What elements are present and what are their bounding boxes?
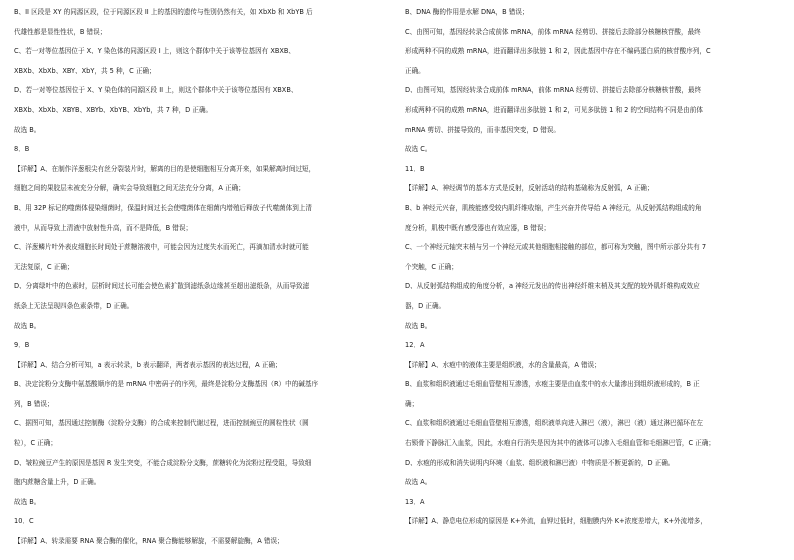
text-line: C、血浆和组织液通过毛细血管壁相互渗透，组织液单向进入淋巴（液），淋巴（液）通过淋巴循环在左: [405, 419, 704, 428]
text-line: B、血浆和组织液通过毛细血管壁相互渗透，水疱主要是由血浆中的水大量渗出到组织液形成的，B 正: [405, 380, 700, 389]
text-line: 【详解】A、在制作洋葱根尖有丝分裂装片时，解离的目的是使细胞相互分离开来，如果解离时间过短，: [14, 164, 316, 173]
text-line: 粒），C 正确；: [14, 439, 57, 448]
text-line: 确；: [405, 399, 419, 408]
text-line: 胞内蔗糖含量上升，D 正确。: [14, 478, 101, 487]
text-line: 【详解】A、结合分析可知，a 表示转录，b 表示翻译，两者表示基因的表达过程，A 正确；: [14, 360, 282, 369]
text-line: 故选 A。: [405, 478, 432, 487]
text-line: XBXb、XbXb、XBY、XbY，共 5 种，C 正确；: [14, 66, 156, 75]
text-line: 8．B: [14, 145, 30, 154]
text-line: C、据图可知，基因通过控制酶（淀粉分支酶）的合成来控制代谢过程，进而控制豌豆的圆粒性状（圆: [14, 419, 309, 428]
text-line: 无法复原，C 正确；: [14, 262, 74, 271]
text-line: 故选 B。: [405, 321, 432, 330]
text-line: 正确。: [405, 66, 425, 75]
text-line: 度分析，肌梭中既有感受器也有效应器，B 错误；: [405, 223, 551, 232]
text-line: B、II 区段是 XY 的同源区段，位于同源区段 II 上的基因的遗传与性别仍然有关，如 XbXb 和 XbYB 后: [14, 8, 313, 16]
left-text-column: [14, 3, 384, 552]
text-line: 个突触，C 正确；: [405, 262, 458, 271]
text-line: 12．A: [405, 341, 425, 350]
text-line: 【详解】A、静息电位形成的原因是 K+外流，血钾过低时，细胞膜内外 K+浓度差增大，K+外流增多，: [405, 517, 707, 526]
text-line: 【详解】A、转录需要 RNA 聚合酶的催化，RNA 聚合酶能够解旋，不需要解旋酶，A 错误；: [14, 537, 284, 546]
text-line: 10．C: [14, 517, 34, 526]
text-line: 【详解】A、水疱中的液体主要是组织液，水的含量最高，A 错误；: [405, 360, 601, 369]
text-line: D、从反射弧结构组成的角度分析，a 神经元发出的传出神经纤维末梢及其支配的较外肌纤维构成效应: [405, 282, 700, 291]
text-line: B、用 32P 标记的噬菌体侵染细菌时，保温时间过长会使噬菌体在细菌内增殖后释放子代噬菌体到上清: [14, 203, 313, 212]
text-line: C、由图可知，基因经转录合成前体 mRNA，前体 mRNA 经剪切、拼接后去除部分核糖核苷酸，最终: [405, 27, 701, 36]
text-line: 器，D 正确。: [405, 301, 446, 310]
text-line: D、由图可知，基因经转录合成前体 mRNA，前体 mRNA 经剪切、拼接后去除部分核糖核苷酸，最终: [405, 86, 702, 95]
text-line: 【详解】A、神经调节的基本方式是反射，反射活动的结构基础称为反射弧，A 正确；: [405, 184, 654, 193]
text-line: 故选 B。: [14, 125, 41, 134]
text-line: 右锁骨下静脉汇入血浆，因此，水疱自行消失是因为其中的液体可以渗入毛细血管和毛细淋巴管，C 正确；: [405, 439, 716, 448]
text-line: 形成两种不同的成熟 mRNA，进而翻译出多肽链 1 和 2，因此基因中存在不编码蛋白质的核苷酸序列，C: [405, 47, 711, 56]
text-line: 故选 B。: [14, 321, 41, 330]
text-line: D、若一对等位基因位于 X、Y 染色体的同源区段 II 上，则这个群体中关于该等位基因有 XBXB、: [14, 86, 298, 95]
text-line: D、皱粒豌豆产生的原因是基因 R 发生突变，不能合成淀粉分支酶，蔗糖转化为淀粉过程受阻，导致细: [14, 458, 312, 467]
text-line: B、DNA 酶的作用是水解 DNA，B 错误；: [405, 8, 529, 16]
text-line: 液中，从而导致上清液中放射性升高，而不是降低，B 错误；: [14, 223, 193, 232]
text-line: 11．B: [405, 164, 425, 173]
text-line: 纸条上无法呈现四条色素条带，D 正确。: [14, 301, 134, 310]
text-line: D、分离绿叶中的色素时，层析时间过长可能会使色素扩散到滤纸条边缘甚至超出滤纸条，从而导致滤: [14, 282, 310, 291]
text-line: 9．B: [14, 341, 30, 350]
right-text-column: [405, 3, 781, 532]
text-line: B、b 神经元兴奋，肌梭能感受较内肌纤维收缩，产生兴奋并传导给 A 神经元，从反射弧结构组成的角: [405, 203, 702, 212]
text-line: C、若一对等位基因位于 X、Y 染色体的同源区段 I 上，则这个群体中关于该等位基因有 XBXB、: [14, 47, 296, 56]
text-line: 13．A: [405, 497, 425, 506]
text-line: 代雄性都是显性性状，B 错误；: [14, 27, 107, 36]
text-line: 形成两种不同的成熟 mRNA，进而翻译出多肽链 1 和 2，可见多肽链 1 和 2 的空间结构不同是由前体: [405, 105, 703, 114]
text-line: 列，B 错误；: [14, 399, 54, 408]
text-line: 故选 C。: [405, 145, 432, 154]
text-line: C、一个神经元轴突末梢与另一个神经元或其他细胞相接触的部位，都可称为突触，图中所示部分共有 7: [405, 243, 707, 252]
text-line: B、决定淀粉分支酶中氨基酸顺序的是 mRNA 中密码子的序列，最终是淀粉分支酶基因（R）中的碱基序: [14, 380, 319, 389]
text-line: mRNA 剪切、拼接导致的，而非基因突变，D 错误。: [405, 125, 560, 134]
text-line: 细胞之间的果胶层未被充分分解，确实会导致细胞之间无法充分分离，A 正确；: [14, 184, 245, 193]
text-line: D、水疱的形成和消失说明内环境（血浆、组织液和淋巴液）中物质是不断更新的，D 正确。: [405, 458, 675, 467]
text-line: XBXb、XbXb、XBYB、XBYb、XbYB、XbYb，共 7 种，D 正确。: [14, 105, 213, 114]
text-line: 故选 B。: [14, 497, 41, 506]
text-line: C、洋葱鳞片叶外表皮细胞长时间处于蔗糖溶液中，可能会因为过度失水而死亡，再滴加清水时就可能: [14, 243, 309, 252]
